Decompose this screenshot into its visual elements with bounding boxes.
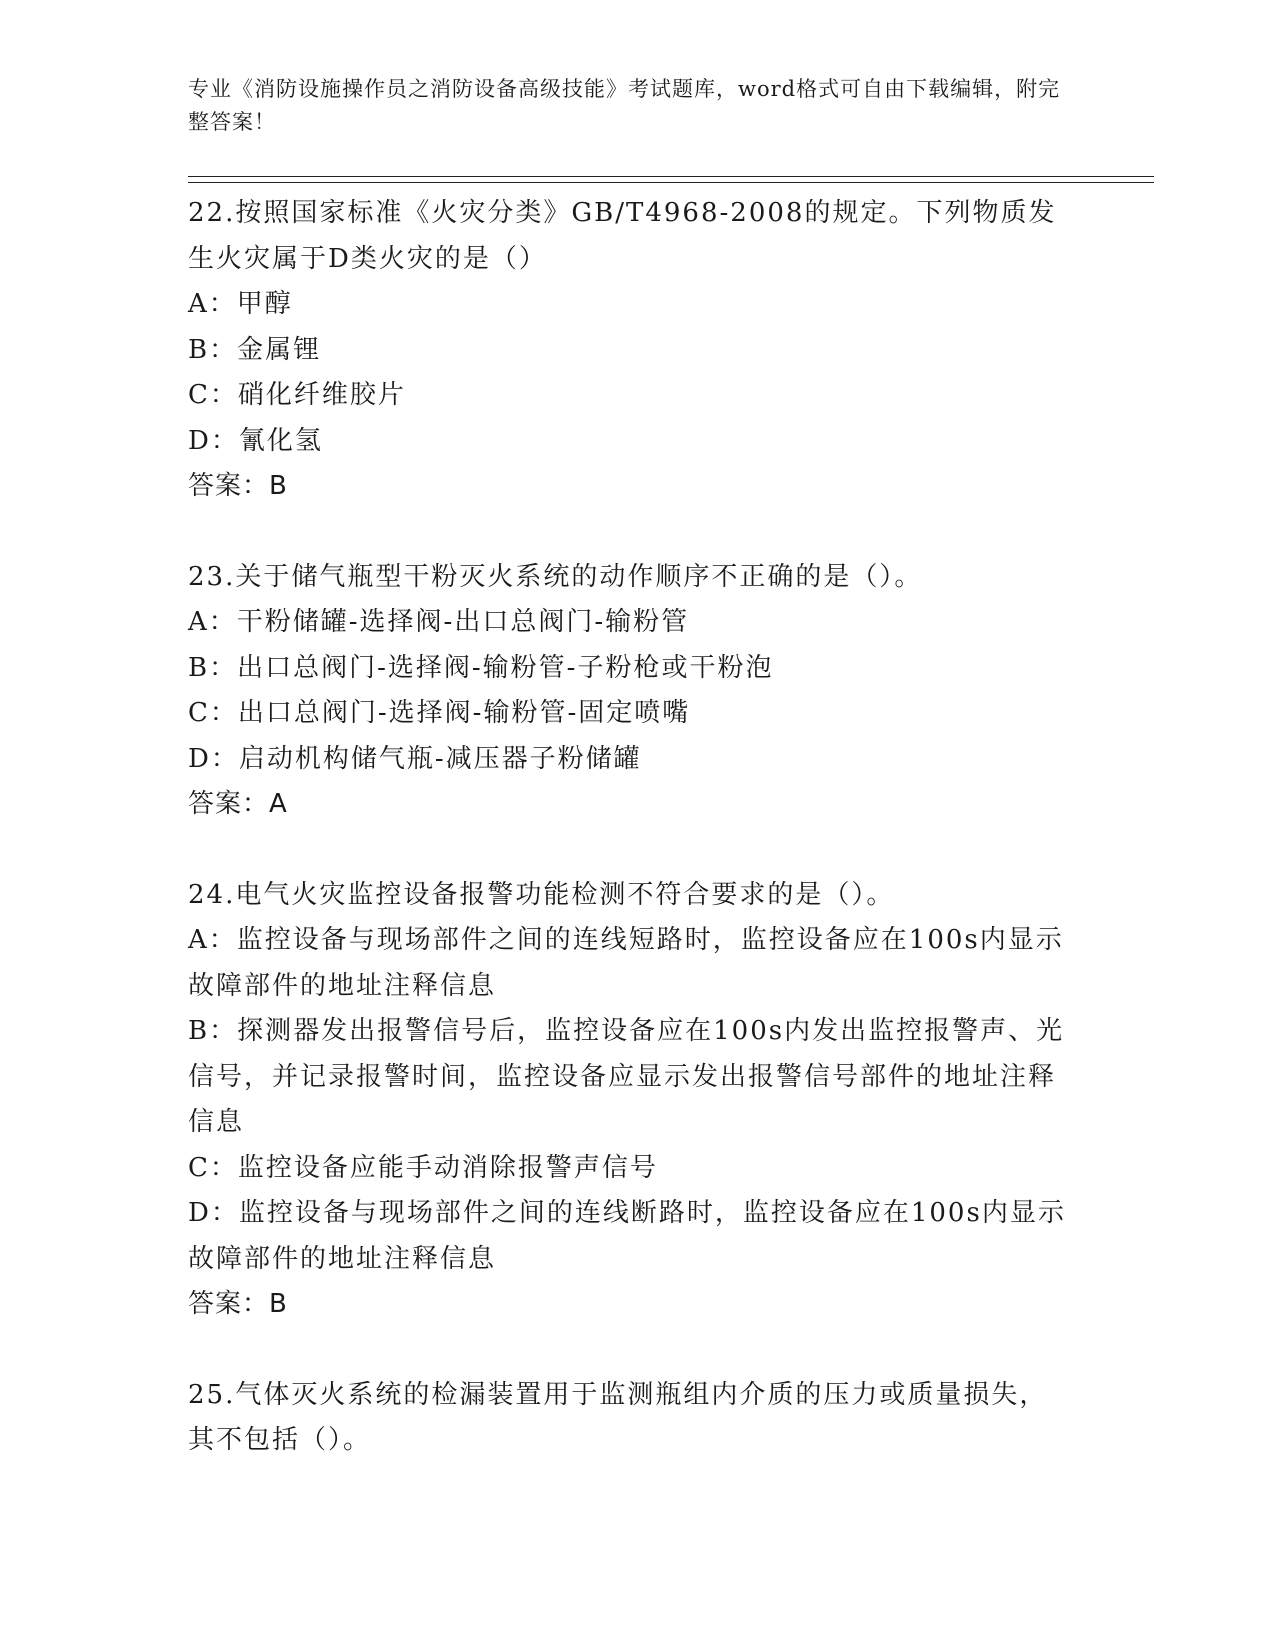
spacer [188,828,1068,873]
question-25 [188,1373,1068,1464]
option-d: D：监控设备与现场部件之间的连线断路时，监控设备应在100s内显示故障部件的地址注释信息 [188,1198,1066,1274]
question-23 [188,555,1068,828]
option-b: B：出口总阀门-选择阀-输粉管-子粉枪或干粉泡 [188,652,774,683]
question-stem: 25.气体灭火系统的检漏装置用于监测瓶组内介质的压力或质量损失，其不包括（）。 [188,1379,1048,1455]
option-b: B：探测器发出报警信号后，监控设备应在100s内发出监控报警声、光信号，并记录报警时间，监控设备应显示发出报警信号部件的地址注释信息 [188,1016,1065,1137]
question-stem: 24.电气火灾监控设备报警功能检测不符合要求的是（）。 [188,879,895,910]
answer-line: 答案：B [188,1289,288,1319]
option-d: D：启动机构储气瓶-减压器子粉储罐 [188,743,642,774]
header-divider-line-2 [188,182,1154,183]
answer-line: 答案：A [188,789,288,819]
question-24 [188,873,1068,1328]
header-divider-line [188,176,1154,177]
question-stem: 22.按照国家标准《火灾分类》GB/T4968-2008的规定。下列物质发生火灾属于D类火灾的是（） [188,198,1057,274]
question-22 [188,191,1068,510]
option-a: A：监控设备与现场部件之间的连线短路时，监控设备应在100s内显示故障部件的地址注释信息 [188,925,1064,1001]
option-c: C：硝化纤维胶片 [188,380,406,410]
question-stem: 23.关于储气瓶型干粉灭火系统的动作顺序不正确的是（）。 [188,561,923,592]
answer-line: 答案：B [188,471,288,501]
spacer [188,1328,1068,1373]
option-a: A：干粉储罐-选择阀-出口总阀门-输粉管 [188,607,690,637]
option-c: C：监控设备应能手动消除报警声信号 [188,1152,658,1183]
document-header: 专业《消防设施操作员之消防设备高级技能》考试题库，word格式可自由下载编辑，附完整答案！ [188,77,1061,134]
option-a: A：甲醇 [188,289,293,319]
option-d: D：氰化氢 [188,425,323,456]
question-list [188,191,1068,1464]
spacer [188,510,1068,555]
option-c: C：出口总阀门-选择阀-输粉管-固定喷嘴 [188,698,691,728]
option-b: B：金属锂 [188,334,322,365]
